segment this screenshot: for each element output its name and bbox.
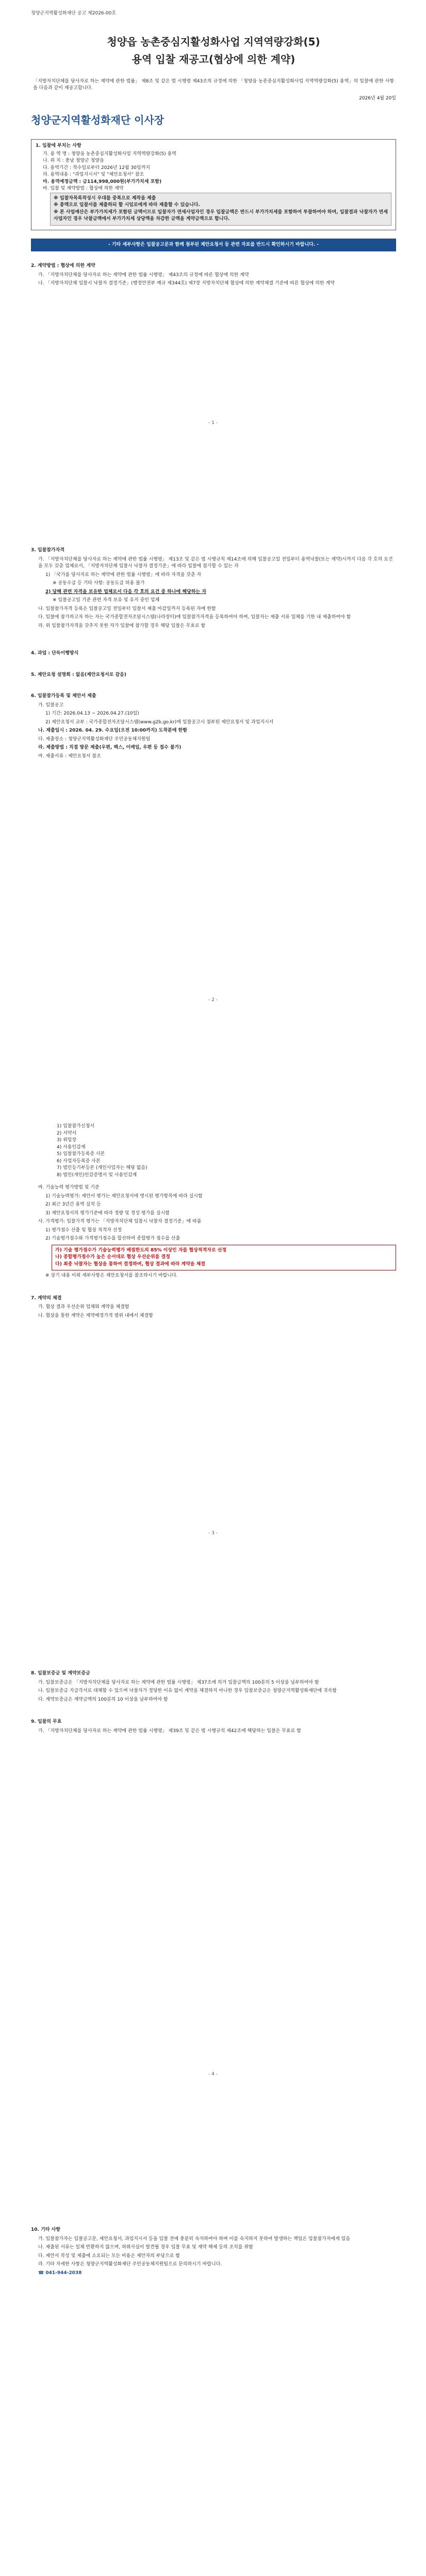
summary-note-box [50,193,391,226]
section-line: 라. 기타 자세한 사항은 청양군지역활성화재단 주민공동체지원팀으로 문의하시기 바랍니다. [38,2262,222,2267]
page-number: - 4 - [208,2072,218,2077]
summary-item: 라. 용역내용 : "과업지시서" 및 "제안요청서" 참조 [43,172,144,177]
summary-item: 가. 용 역 명 : 청양읍 농촌중심지활성화사업 지역역량강화(5) 용역 [43,151,176,157]
notice-header [31,10,396,287]
page-number: - 1 - [208,420,218,426]
section-line: 나. 협상을 통한 계약은 계약예정가격 범위 내에서 체결함 [38,1313,153,1318]
section-line: 라. 위 입찰참가자격을 갖추지 못한 자가 입찰에 참가할 경우 해당 입찰은 무효로 함 [38,623,206,629]
info-banner: - 기타 세부사항은 입찰공고문과 함께 첨부된 제안요청서 등 관련 자료를 반드시 확인하시기 바랍니다. - [31,239,396,252]
section-line: 가. 「지방자치단체를 당사자로 하는 계약에 관한 법률 시행령」 제13조 및 같은 법 시행규칙 제14조에 의해 입찰공고일 전일부터 용역낙찰(또는 계약)시까지 다음 각 호의 요건을 모두 갖춘 업체로서, 「지방자치단체 입찰시 낙찰자 결정기준」에 따라 입찰에 참가할 수 있는 자 [38,556,393,569]
summary-item: 다. 용역기간 : 착수일로부터 2026년 12월 30일까지 [43,165,150,171]
summary-box [31,139,396,230]
checklist-item: 2) 서약서 [57,1130,77,1136]
section-line: 2) 당해 관련 자격을 보유한 업체로서 다음 각 호의 요건 중 하나에 해당하는 자 [45,589,206,595]
summary-item: 나. 위 치 : 충남 청양군 청양읍 [43,158,104,163]
contact-phone: ☎ 041-944-2038 [38,2270,82,2276]
section-line: 나. 입찰참가자격 등록은 입찰공고일 전일부터 입찰서 제출 마감일까지 등록된 자에 한함 [38,606,216,612]
section-title: 5. 제안요청 설명회 : 없음(제안요청서로 갈음) [31,672,126,677]
page-number: - 2 - [208,997,218,1003]
section-line: 가. 협상 결과 우선순위 업체와 계약을 체결함 [38,1304,129,1310]
section-line: 가. 입찰공고 [38,702,64,708]
section-line: 사. 가격평가: 입찰가격 평가는 「지방자치단체 입찰시 낙찰자 결정기준」에 따름 [38,1219,202,1224]
section-line: 2) 기술평가점수와 가격평가점수를 합산하여 종합평가 점수를 산출 [45,1236,181,1241]
section-line: 다. 제출장소 : 청양군지역활성화재단 주민공동체지원팀 [38,736,151,742]
section-line: ※ 입찰공고일 기준 관련 자격 보유 및 유지 중인 업체 [53,598,160,603]
checklist-item: 3) 위임장 [57,1138,77,1143]
section-line: 가. 「지방자치단체를 당사자로 하는 계약에 관한 법률 시행령」 제39조 및 같은 법 시행규칙 제42조에 해당하는 입찰은 무효로 함 [38,1728,301,1734]
section-title: 10. 기타 사항 [31,2227,60,2232]
checklist-item: 5) 입찰참가등록증 사본 [57,1151,105,1157]
section-line: 다. 제안서 작성 및 제출에 소요되는 모든 비용은 제안자의 부담으로 함 [38,2253,180,2259]
section-line: 다. 계약보증금은 계약금액의 100분의 10 이상을 납부하여야 함 [38,1697,168,1702]
section-line: 나. 입찰보증금 지급각서로 대체할 수 있으며 낙찰자가 정당한 이유 없이 계약을 체결하지 아니한 경우 입찰보증금은 청양군지역활성화재단에 귀속함 [38,1688,337,1693]
page-number: - 3 - [208,1531,218,1536]
title-line-1: 청양읍 농촌중심지활성화사업 지역역량강화(5) [107,35,320,48]
section-line-deadline: 나. 제출일시 : 2026. 04. 29. 수요일(오전 10:00까지) 도착분에 한함 [38,728,187,733]
section-line: 가. 입찰보증금은 「지방자치단체를 당사자로 하는 계약에 관한 법률 시행령」 제37조에 의거 입찰금액의 100분의 5 이상을 납부하여야 함 [38,1680,319,1685]
section-line: 1) 기술능력평가: 제안서 평가는 제안요청서에 명시된 평가항목에 따라 실시함 [45,1193,203,1199]
section-line: 가. 입찰참가자는 입찰공고문, 제안요청서, 과업지시서 등을 입찰 전에 충분히 숙지하여야 하며 이를 숙지하지 못하여 발생하는 책임은 입찰참가자에게 있음 [38,2236,350,2242]
warning-line: 가) 기술 평가점수가 기술능력평가 배점한도의 85% 이상인 자를 협상적격자로 선정 [55,1247,227,1253]
warning-box [52,1245,396,1271]
section-line: 바. 기술능력 평가방법 및 기준 [38,1185,100,1190]
issuer-name: 청양군지역활성화재단 이사장 [31,114,165,126]
section-title: 8. 입찰보증금 및 계약보증금 [31,1671,90,1676]
section-line: 가. 「지방자치단체를 당사자로 하는 계약에 관한 법률 시행령」 제43조의 규정에 따른 협상에 의한 계약 [38,272,249,278]
section-line: 3) 제안요청서의 평가기준에 따라 정량 및 정성 평가를 실시함 [45,1210,170,1216]
section-line: 나. 「지방자치단체 입찰시 낙찰자 결정기준」(행정안전부 예규 제344호) 제7장 지방자치단체 협상에 의한 계약체결 기준에 따른 협상에 의한 계약 [38,281,335,286]
section-line: 마. 제출서류 : 제안요청서 참조 [38,753,101,759]
section-title: 9. 입찰의 무효 [31,1719,62,1724]
summary-note: ※ 입찰자목록작성시 우대를 중복으로 제작을 제출 [54,195,156,201]
summary-note: ※ 본 사업예산은 부가가치세가 포함된 금액이므로 입찰자가 면세사업자인 경우 입찰금액은 반드시 부가가치세를 포함하여 투찰하여야 하며, 입찰결과 낙찰자가 면세사업자인 경우 낙찰금액에서 부가가치세 상당액을 차감한 금액을 계약금액으로 합니다. [54,209,388,222]
section-line: 2) 제안요청서 교부 : 국가종합전자조달시스템(www.g2b.go.kr)에 입찰공고시 첨부된 제안요청서 및 과업지시서 [45,719,274,725]
section-line: 1) 기간: 2026.04.13 ~ 2026.04.27.(10일) [45,711,139,716]
section-title: 4. 과업 : 단독이행방식 [31,651,79,656]
section-line: 나. 제출된 서류는 일체 반환하지 않으며, 허위사실이 발견될 경우 입찰 무효 및 계약 해제 등의 조치를 취함 [38,2245,253,2250]
section-line: 다. 입찰에 참가하고자 하는 자는 국가종합전자조달시스템(나라장터)에 입찰참가자격을 등록하여야 하며, 입찰자는 제출 서류 일체를 기한 내 제출하여야 함 [38,615,351,620]
summary-item: 바. 입찰 및 계약방법 : 협상에 의한 계약 [43,186,124,191]
checklist-item: 1) 입찰참가신청서 [57,1124,94,1129]
section-deposit [31,1659,396,1735]
section-title: 6. 입찰참가등록 및 제안서 제출 [31,693,96,699]
notice-date: 2026년 4월 20일 [359,95,396,101]
summary-item-budget: 마. 용역예정금액 : 금114,998,000원(부가가치세 포함) [43,179,162,184]
checklist-item: 8) 법인(개인)인감증명서 및 사용인감계 [57,1172,137,1178]
notice-number: 청양군지역활성화재단 공고 제2026-00호 [31,11,117,16]
checklist-item: 6) 사업자등록증 사본 [57,1158,101,1164]
warning-line: 나) 종합평가점수가 높은 순서대로 협상 우선순위를 결정 [55,1255,170,1260]
document-checklist [57,1123,396,1179]
summary-note: ※ 총액으로 입찰서를 제출하되 할 시임로에게 따라 제출할 수 있습니다. [54,202,200,208]
checklist-item: 4) 사용인감계 [57,1144,86,1150]
section-misc [31,2215,396,2277]
section-line: 2) 최근 3년간 용역 실적 등 [45,1202,101,1207]
section-eligibility [31,536,396,760]
section-submission-docs [31,1123,396,1319]
section-line: 1) 「국가를 당사자로 하는 계약에 관한 법률 시행령」에 따라 자격을 갖춘 자 [45,572,202,578]
section-line: ※ 공동수급 등 기타 사항: 공동도급 허용 불가 [53,581,145,586]
section-title: 7. 계약의 체결 [31,1295,62,1301]
summary-title: 1. 입찰에 부치는 사항 [36,143,81,148]
section-title: 2. 계약방법 : 협상에 의한 계약 [31,263,95,268]
checklist-item: 7) 법인등기부등본 (개인사업자는 해당 없음) [57,1165,148,1171]
section-line: 1) 평가점수 산출 및 협상 적격자 선정 [45,1227,122,1233]
section-title: 3. 입찰참가자격 [31,548,64,553]
warning-line: 다) 최종 낙찰자는 협상을 통하여 결정하며, 협상 결과에 따라 계약을 체결 [55,1261,205,1267]
section-note: ※ 상기 내용 이외 세부사항은 제안요청서를 참조하시기 바랍니다. [45,1273,178,1278]
section-line: 라. 제출방법 : 직접 방문 제출(우편, 팩스, 이메일, 우편 등 접수 불가) [38,745,182,750]
title-line-2: 용역 입찰 재공고(협상에 의한 계약) [132,53,296,65]
intro-paragraph: 「지방자치단체를 당사자로 하는 계약에 관한 법률」 제8조 및 같은 법 시행령 제43조의 규정에 의한 「청양읍 농촌중심지활성화사업 지역역량강화(5) 용역」의 입찰에 관한 사항을 다음과 같이 재공고합니다. [33,78,394,91]
